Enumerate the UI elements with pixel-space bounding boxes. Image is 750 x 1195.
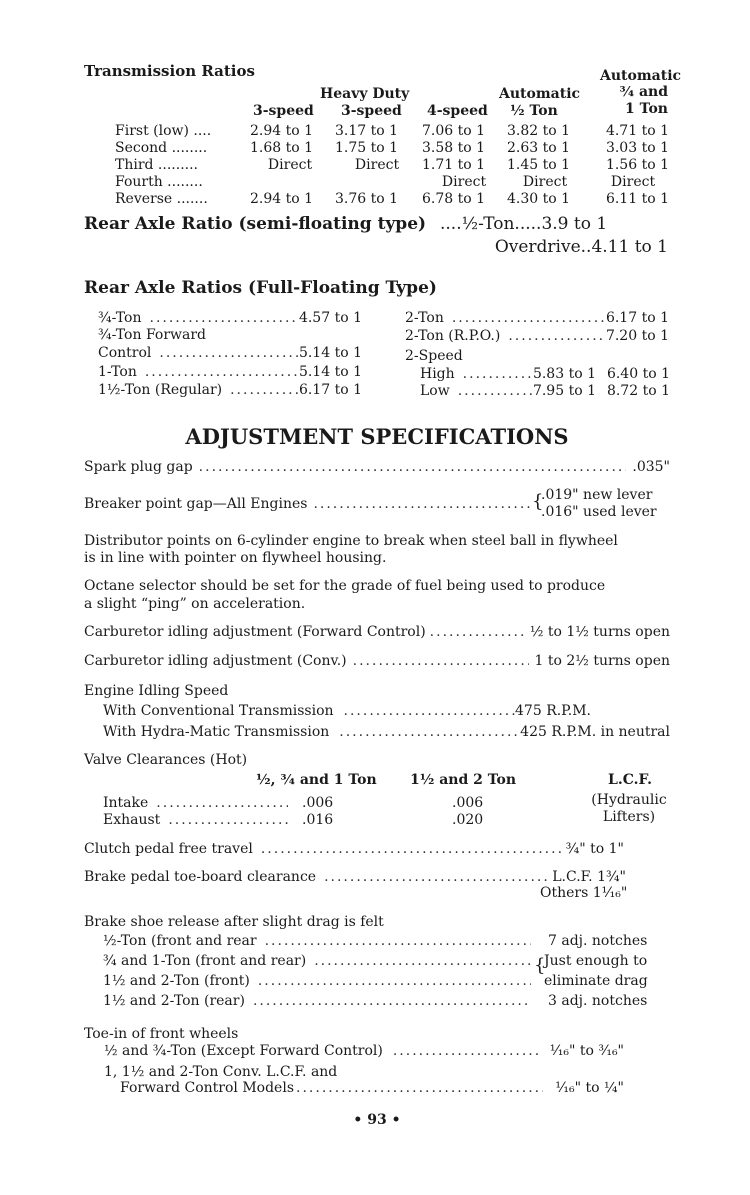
two-speed-value-2: 6.40 to 1 <box>606 366 670 382</box>
leader-dots <box>324 869 550 885</box>
transmission-row-label: Fourth ........ <box>115 174 203 190</box>
brake-shoe-row-label: ¾ and 1-Ton (front and rear) <box>103 953 307 969</box>
brake-shoe-title: Brake shoe release after slight drag is felt <box>84 914 384 930</box>
col-header-auto-half-ton: ½ Ton <box>510 103 558 119</box>
brake-shoe-row <box>103 993 531 1009</box>
valve-value-heavy: .020 <box>452 812 484 828</box>
distributor-line2: is in line with pointer on flywheel housing. <box>84 550 387 566</box>
valve-value-heavy: .006 <box>452 795 484 811</box>
brake-shoe-value: eliminate drag <box>544 973 648 989</box>
two-speed-row-label: High <box>420 366 455 382</box>
two-speed-row-value: 5.83 to 1 <box>532 366 596 382</box>
full-floating-right-row-value: 6.17 to 1 <box>605 310 669 326</box>
carb-fc-value: ½ to 1½ turns open <box>529 624 670 640</box>
leader-dots <box>296 1080 543 1096</box>
two-speed-row <box>420 366 596 382</box>
transmission-cell: 2.94 to 1 <box>250 191 314 207</box>
transmission-cell: 7.06 to 1 <box>422 123 486 139</box>
full-floating-left-row <box>98 310 362 326</box>
valve-value-light: .006 <box>302 795 334 811</box>
idle-title: Engine Idling Speed <box>84 683 229 699</box>
full-floating-left-row-value: 5.14 to 1 <box>298 364 362 380</box>
brace-icon: { <box>532 491 544 512</box>
toe-in-row-2-line1: 1, 1½ and 2-Ton Conv. L.C.F. and <box>104 1064 338 1080</box>
page-number: • 93 • <box>353 1112 401 1128</box>
leader-dots <box>156 795 288 811</box>
toe-in-row-1 <box>104 1043 624 1059</box>
transmission-cell: Direct <box>354 157 400 173</box>
breaker-value-new: .019" new lever <box>541 487 653 503</box>
leader-dots <box>393 1043 538 1059</box>
octane-line2: a slight “ping” on acceleration. <box>84 596 306 612</box>
rear-axle-semi-half-ton: ....½-Ton.....3.9 to 1 <box>440 214 608 234</box>
transmission-cell: 3.17 to 1 <box>335 123 399 139</box>
toe-in-row-2-label: Forward Control Models <box>120 1080 295 1096</box>
full-floating-left-row-value: 4.57 to 1 <box>298 310 362 326</box>
transmission-cell: 2.63 to 1 <box>507 140 571 156</box>
rear-axle-semi-title: Rear Axle Ratio (semi-floating type) <box>84 214 427 234</box>
leader-dots <box>261 841 564 857</box>
spark-plug-label: Spark plug gap <box>84 459 193 475</box>
carb-conv-value: 1 to 2½ turns open <box>534 653 670 669</box>
full-floating-right-row <box>405 328 669 344</box>
transmission-cell: 3.82 to 1 <box>507 123 571 139</box>
leader-dots <box>458 383 533 399</box>
brake-pedal-label: Brake pedal toe-board clearance <box>84 869 317 885</box>
clutch-label: Clutch pedal free travel <box>84 841 253 857</box>
leader-dots <box>159 345 299 361</box>
idle-row-label: With Hydra-Matic Transmission <box>103 724 330 740</box>
transmission-row-label: Third ......... <box>115 157 198 173</box>
leader-dots <box>168 812 288 828</box>
full-floating-left-row-label: 1½-Ton (Regular) <box>98 382 223 398</box>
brake-shoe-row-label: ½-Ton (front and rear <box>103 933 257 949</box>
brace-icon: { <box>534 955 546 976</box>
leader-dots <box>314 953 531 969</box>
col-header-4speed: 4-speed <box>427 103 488 119</box>
octane-line1: Octane selector should be set for the grade of fuel being used to produce <box>84 578 606 594</box>
toe-in-row-1-value: ¹⁄₁₆" to ³⁄₁₆" <box>549 1043 624 1059</box>
leader-dots <box>452 310 606 326</box>
spark-plug-value: .035" <box>632 459 670 475</box>
transmission-cell: 3.58 to 1 <box>422 140 486 156</box>
brake-shoe-row <box>103 953 531 969</box>
col-header-auto-34-line3: 1 Ton <box>625 101 668 117</box>
adjustment-title: ADJUSTMENT SPECIFICATIONS <box>185 424 569 449</box>
leader-dots <box>145 364 299 380</box>
col-group-heavy-duty: Heavy Duty <box>320 86 410 102</box>
valve-header-lcf: L.C.F. <box>608 772 652 788</box>
brake-shoe-row-label: 1½ and 2-Ton (front) <box>103 973 250 989</box>
transmission-cell: 1.56 to 1 <box>605 157 669 173</box>
transmission-cell: Direct <box>267 157 313 173</box>
leader-dots <box>353 653 529 669</box>
brake-pedal-value-others: Others 1¹⁄₁₆" <box>540 885 628 901</box>
brake-pedal-row <box>84 869 626 885</box>
transmission-row-label: First (low) .... <box>115 123 212 139</box>
full-floating-left-row-label: ¾-Ton <box>98 310 142 326</box>
brake-shoe-value: 3 adj. notches <box>548 993 648 1009</box>
carb-conv-row <box>84 653 670 669</box>
leader-dots <box>253 993 531 1009</box>
toe-in-row-1-label: ½ and ¾-Ton (Except Forward Control) <box>104 1043 383 1059</box>
leader-dots <box>230 382 299 398</box>
leader-dots <box>265 933 531 949</box>
transmission-row-label: Second ........ <box>115 140 208 156</box>
breaker-value-used: .016" used lever <box>541 504 657 520</box>
full-floating-left-row <box>98 364 362 380</box>
valve-value-light: .016 <box>302 812 334 828</box>
two-speed-row-value: 7.95 to 1 <box>532 383 596 399</box>
breaker-row <box>84 496 534 512</box>
transmission-cell: 4.71 to 1 <box>605 123 669 139</box>
carb-conv-label: Carburetor idling adjustment (Conv.) <box>84 653 347 669</box>
brake-shoe-row <box>103 933 531 949</box>
rear-axle-full-title: Rear Axle Ratios (Full-Floating Type) <box>84 278 437 298</box>
full-floating-left-row-value: 6.17 to 1 <box>298 382 362 398</box>
two-speed-row <box>420 383 596 399</box>
transmission-cell: 3.03 to 1 <box>605 140 669 156</box>
col-header-auto-34-line1: Automatic <box>600 68 682 84</box>
idle-row <box>103 724 670 740</box>
transmission-cell: 4.30 to 1 <box>507 191 571 207</box>
carb-fc-label: Carburetor idling adjustment (Forward Control) <box>84 624 426 640</box>
distributor-line1: Distributor points on 6-cylinder engine to break when steel ball in flywheel <box>84 533 618 549</box>
brake-shoe-value: 7 adj. notches <box>548 933 648 949</box>
full-floating-left-row-value: 5.14 to 1 <box>298 345 362 361</box>
leader-dots <box>344 703 515 719</box>
leader-dots <box>430 624 526 640</box>
rear-axle-semi-overdrive: Overdrive..4.11 to 1 <box>494 237 668 257</box>
valve-header-light: ½, ¾ and 1 Ton <box>256 772 377 788</box>
transmission-title: Transmission Ratios <box>84 62 255 80</box>
full-floating-right-row: 2-Speed <box>405 348 463 364</box>
valve-lcf-note-2: Lifters) <box>602 809 656 825</box>
valve-row-label: Intake <box>103 795 149 811</box>
two-speed-value-2: 8.72 to 1 <box>606 383 670 399</box>
col-header-hd-3speed: 3-speed <box>341 103 402 119</box>
full-floating-right-row <box>405 310 669 326</box>
transmission-cell: 1.45 to 1 <box>507 157 571 173</box>
col-header-3speed: 3-speed <box>253 103 314 119</box>
transmission-cell: 1.75 to 1 <box>335 140 399 156</box>
full-floating-right-row-value: 7.20 to 1 <box>605 328 669 344</box>
full-floating-left-row-label: 1-Ton <box>98 364 137 380</box>
transmission-cell: 1.71 to 1 <box>422 157 486 173</box>
transmission-cell: Direct <box>610 174 656 190</box>
full-floating-left-row: ¾-Ton Forward <box>98 327 207 343</box>
two-speed-row-label: Low <box>420 383 450 399</box>
transmission-cell: Direct <box>522 174 568 190</box>
idle-row-value: 475 R.P.M. <box>515 703 591 719</box>
transmission-cell: 6.11 to 1 <box>605 191 669 207</box>
spark-plug-row <box>84 459 670 475</box>
toe-in-row-2-value: ¹⁄₁₆" to ¼" <box>555 1080 624 1096</box>
leader-dots <box>258 973 531 989</box>
full-floating-left-row <box>98 345 362 361</box>
idle-row <box>103 703 591 719</box>
brake-shoe-value: Just enough to <box>544 953 648 969</box>
transmission-row-label: Reverse ....... <box>115 191 208 207</box>
brake-shoe-row-label: 1½ and 2-Ton (rear) <box>103 993 245 1009</box>
transmission-cell: 2.94 to 1 <box>250 123 314 139</box>
valve-row <box>103 795 288 811</box>
leader-dots <box>313 496 534 512</box>
col-group-automatic-half: Automatic <box>499 86 581 102</box>
transmission-cell: 6.78 to 1 <box>422 191 486 207</box>
brake-shoe-row <box>103 973 531 989</box>
valve-row-label: Exhaust <box>103 812 161 828</box>
leader-dots <box>199 459 627 475</box>
col-header-auto-34-line2: ¾ and <box>619 84 668 100</box>
valve-row <box>103 812 288 828</box>
transmission-cell: 1.68 to 1 <box>250 140 314 156</box>
full-floating-right-row-label: 2-Ton <box>405 310 444 326</box>
transmission-cell: Direct <box>441 174 487 190</box>
valve-header-heavy: 1½ and 2 Ton <box>410 772 517 788</box>
leader-dots <box>463 366 533 382</box>
leader-dots <box>508 328 606 344</box>
valve-title: Valve Clearances (Hot) <box>84 752 248 768</box>
full-floating-left-row <box>98 382 362 398</box>
idle-row-value: 425 R.P.M. in neutral <box>520 724 670 740</box>
breaker-label: Breaker point gap—All Engines <box>84 496 308 512</box>
full-floating-left-row-label: Control <box>98 345 152 361</box>
brake-pedal-value-lcf: L.C.F. 1¾" <box>552 869 626 885</box>
leader-dots <box>150 310 299 326</box>
carb-fc-row <box>84 624 670 640</box>
toe-in-title: Toe-in of front wheels <box>84 1026 239 1042</box>
transmission-cell: 3.76 to 1 <box>335 191 399 207</box>
full-floating-right-row-label: 2-Ton (R.P.O.) <box>405 328 501 344</box>
clutch-value: ¾" to 1" <box>565 841 624 857</box>
toe-in-row-2 <box>120 1080 624 1096</box>
idle-row-label: With Conventional Transmission <box>103 703 334 719</box>
valve-lcf-note-1: (Hydraulic <box>591 792 667 808</box>
clutch-row <box>84 841 624 857</box>
leader-dots <box>339 724 520 740</box>
